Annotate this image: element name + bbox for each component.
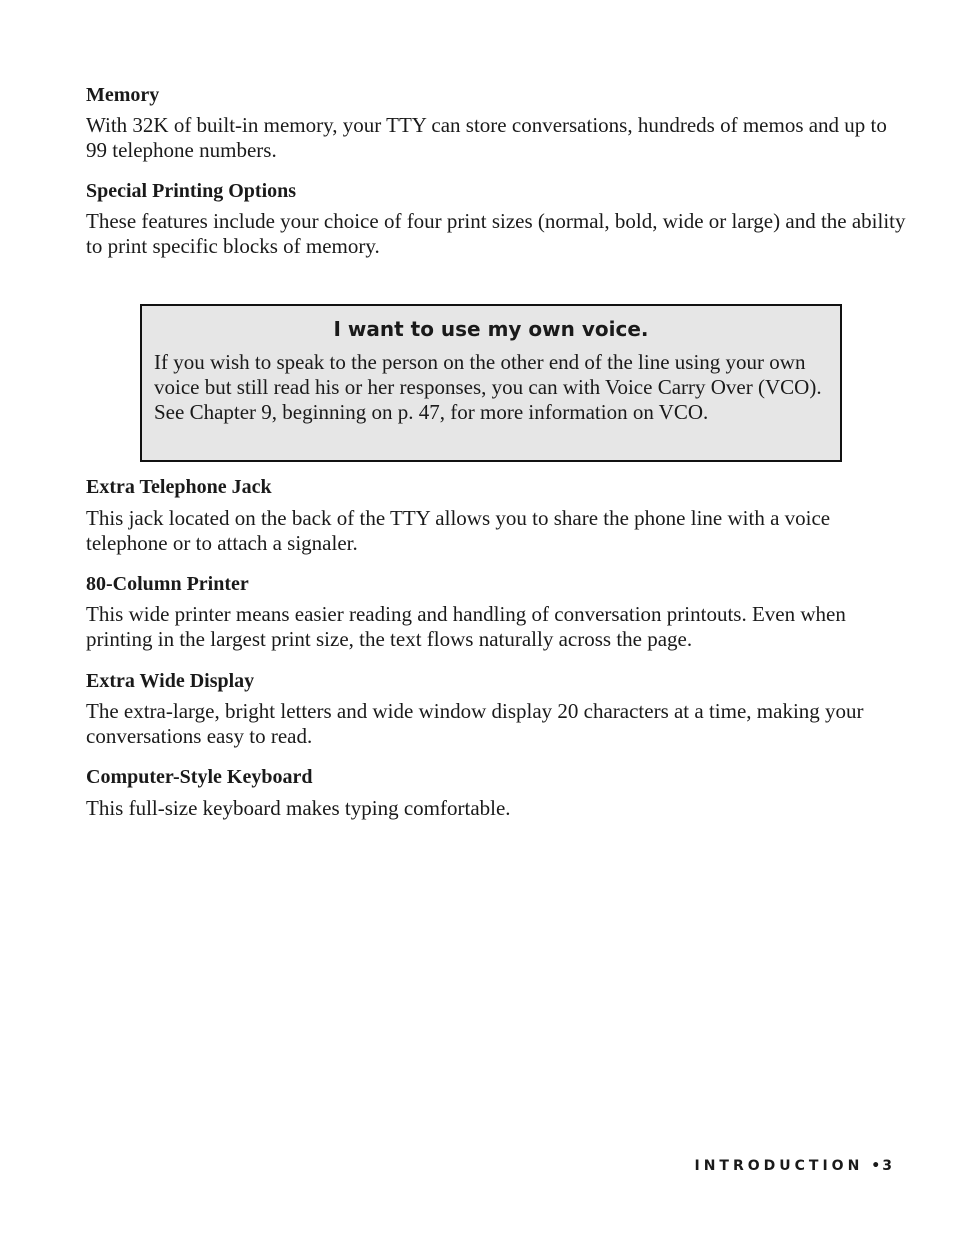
- section-heading-memory: Memory: [86, 84, 160, 106]
- callout-body: If you wish to speak to the person on the other end of the line using your own voice but still read his or her responses, you can with Voice Carry Over (VCO). See Chapter 9, beginning on p. 47, for more information on VCO.: [154, 350, 822, 424]
- section-body-special-printing-options: These features include your choice of four print sizes (normal, bold, wide or large) and the ability to print specific blocks of memory.: [86, 209, 906, 258]
- footer-separator: •: [871, 1158, 881, 1174]
- footer-page-number: 3: [882, 1158, 896, 1174]
- section-body-extra-telephone-jack: This jack located on the back of the TTY allows you to share the phone line with a voice telephone or to attach a signaler.: [86, 506, 831, 555]
- voice-callout-box: [140, 304, 842, 462]
- section-heading-special-printing-options: Special Printing Options: [86, 180, 297, 202]
- footer-section-label: INTRODUCTION: [694, 1158, 864, 1174]
- section-heading-80-column-printer: 80-Column Printer: [86, 573, 249, 595]
- section-heading-computer-style-keyboard: Computer-Style Keyboard: [86, 766, 313, 788]
- section-body-extra-wide-display: The extra-large, bright letters and wide window display 20 characters at a time, making your conversations easy to read.: [86, 699, 864, 748]
- section-body-80-column-printer: This wide printer means easier reading and handling of conversation printouts. Even when printing in the largest print size, the text flows naturally across the page.: [86, 602, 846, 651]
- section-heading-extra-wide-display: Extra Wide Display: [86, 670, 255, 692]
- section-body-computer-style-keyboard: This full-size keyboard makes typing comfortable.: [86, 796, 511, 820]
- callout-title: I want to use my own voice.: [333, 317, 649, 341]
- section-heading-extra-telephone-jack: Extra Telephone Jack: [86, 476, 272, 498]
- section-body-memory: With 32K of built-in memory, your TTY can store conversations, hundreds of memos and up to 99 telephone numbers.: [86, 113, 887, 162]
- page-footer: [694, 1156, 896, 1176]
